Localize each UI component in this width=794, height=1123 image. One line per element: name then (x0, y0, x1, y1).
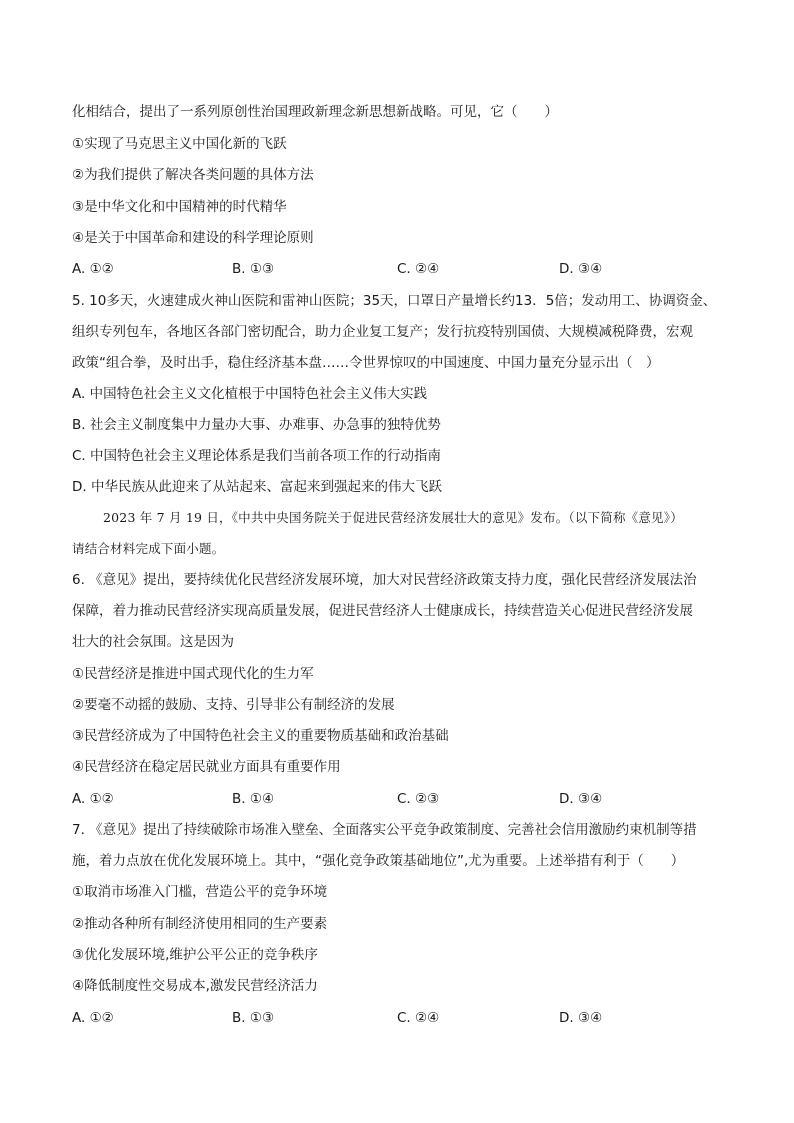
q4-item-4: ④是关于中国革命和建设的科学理论原则 (72, 230, 314, 246)
q4-item-1: ①实现了马克思主义中国化新的飞跃 (72, 136, 287, 152)
q4-item-3: ③是中华文化和中国精神的时代精华 (72, 199, 287, 215)
q6-item-4: ④民营经济在稳定居民就业方面具有重要作用 (72, 759, 341, 775)
q7-item-4: ④降低制度性交易成本,激发民营经济活力 (72, 978, 318, 994)
q5-choice-b: B. 社会主义制度集中力量办大事、办难事、办急事的独特优势 (72, 417, 441, 433)
q7-stem-line-1: 7. 《意见》提出了持续破除市场准入壁垒、全面落实公平竞争政策制度、完善社会信用激励约束机制等措 (72, 822, 697, 838)
q4-option-c: C. ②④ (397, 261, 440, 277)
q5-choice-d: D. 中华民族从此迎来了从站起来、富起来到强起来的伟大飞跃 (72, 479, 442, 495)
q4-option-b: B. ①③ (232, 261, 275, 277)
q6-option-b: B. ①④ (232, 791, 275, 807)
q5-stem-line-3: 政策“组合拳，及时出手，稳住经济基本盘……令世界惊叹的中国速度、中国力量充分显示出（ ） (72, 355, 660, 371)
q6-stem-line-3: 壮大的社会氛围。这是因为 (72, 634, 234, 650)
q4-stem-tail: 化相结合，提出了一系列原创性治国理政新理念新思想新战略。可见，它（ ） (72, 104, 558, 120)
q6-item-1: ①民营经济是推进中国式现代化的生力军 (72, 666, 314, 682)
q7-item-1: ①取消市场准入门槛，营造公平的竞争环境 (72, 884, 328, 900)
q7-option-c: C. ②④ (397, 1010, 440, 1026)
q4-option-d: D. ③④ (559, 261, 603, 277)
material-line-2: 请结合材料完成下面小题。 (72, 541, 225, 556)
q4-item-2: ②为我们提供了解决各类问题的具体方法 (72, 167, 314, 183)
q7-item-2: ②推动各种所有制经济使用相同的生产要素 (72, 916, 328, 932)
q7-option-a: A. ①② (72, 1010, 114, 1026)
q6-item-2: ②要毫不动摇的鼓励、支持、引导非公有制经济的发展 (72, 697, 395, 713)
q6-options (72, 789, 732, 809)
q5-stem-line-1: 5. 10多天，火速建成火神山医院和雷神山医院；35天，口罩日产量增长约13．5倍；发动用工、协调资金、 (72, 293, 717, 309)
q4-options (72, 259, 732, 279)
q6-item-3: ③民营经济成为了中国特色社会主义的重要物质基础和政治基础 (72, 728, 449, 744)
q7-option-d: D. ③④ (559, 1010, 603, 1026)
q7-option-b: B. ①③ (232, 1010, 275, 1026)
q6-option-a: A. ①② (72, 791, 114, 807)
q5-choice-c: C. 中国特色社会主义理论体系是我们当前各项工作的行动指南 (72, 448, 442, 464)
q7-stem-line-2: 施，着力点放在优化发展环境上。其中，“强化竞争政策基础地位”,尤为重要。上述举措有利于（ ） (72, 853, 685, 869)
q6-option-c: C. ②③ (397, 791, 440, 807)
q6-stem-line-1: 6. 《意见》提出，要持续优化民营经济发展环境，加大对民营经济政策支持力度，强化民营经济发展法治 (72, 572, 697, 588)
material-line-1: 2023 年 7 月 19 日，《中共中央国务院关于促进民营经济发展壮大的意见》发布。（以下简称《意见》） (103, 510, 683, 525)
q6-stem-line-2: 保障，着力推动民营经济实现高质量发展，促进民营经济人士健康成长，持续营造关心促进民营经济发展 (72, 603, 693, 619)
q4-option-a: A. ①② (72, 261, 114, 277)
q7-item-3: ③优化发展环境,维护公平公正的竞争秩序 (72, 947, 318, 963)
q7-options (72, 1008, 732, 1028)
q5-choice-a: A. 中国特色社会主义文化植根于中国特色社会主义伟大实践 (72, 386, 428, 402)
q6-option-d: D. ③④ (559, 791, 603, 807)
q5-stem-line-2: 组织专列包车，各地区各部门密切配合，助力企业复工复产；发行抗疫特别国债、大规模减税降费，宏观 (72, 324, 693, 340)
